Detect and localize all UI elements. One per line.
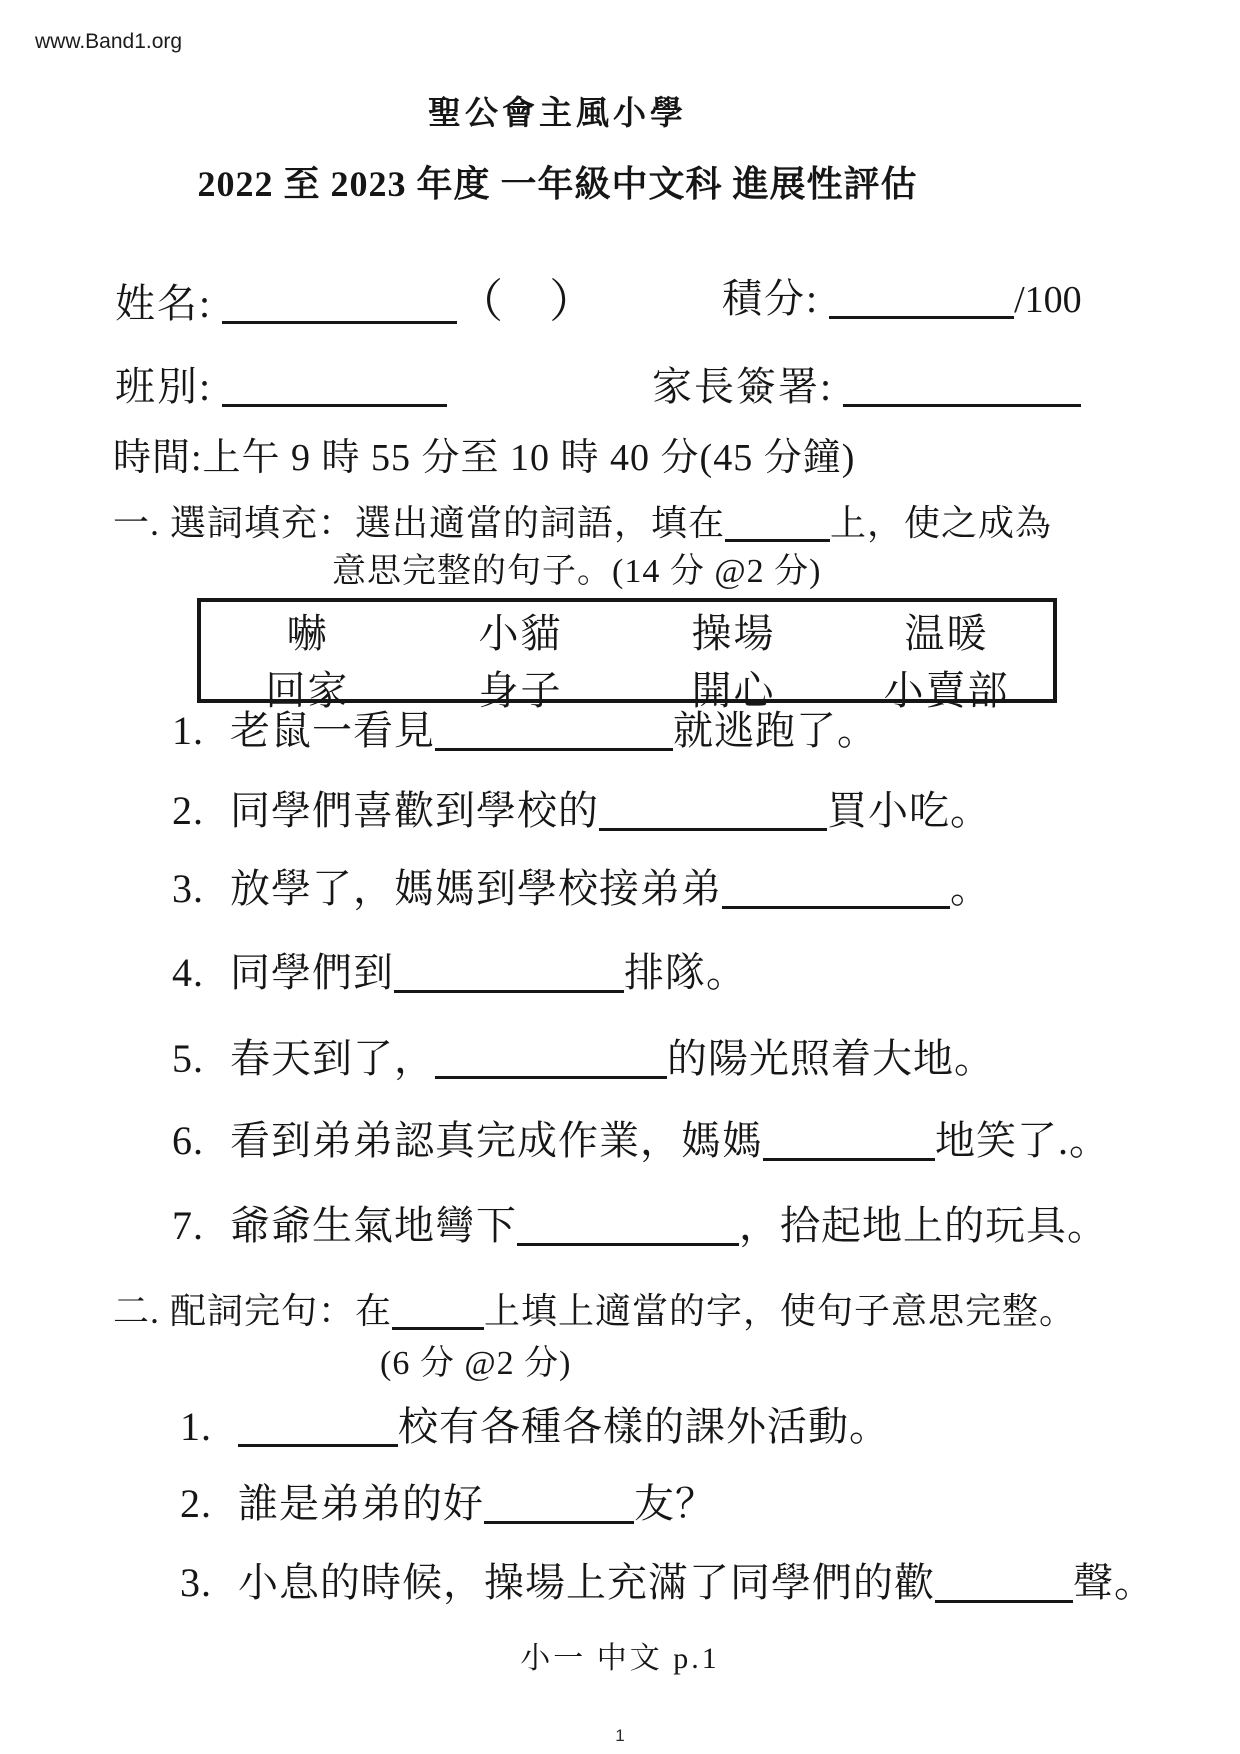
name-label: 姓名: (115, 281, 213, 326)
question-text-post: 買小吃。 (827, 788, 991, 833)
word-bank-item: 小貓 (478, 611, 563, 656)
question-number: 3. (180, 1560, 212, 1605)
word-bank-item: 回家 (265, 668, 350, 713)
question-text-pre: 小息的時候，操場上充滿了同學們的歡 (238, 1560, 935, 1605)
question-text-post: 地笑了.。 (935, 1118, 1110, 1163)
question-row-s1-q4 (172, 950, 747, 996)
question-number: 7. (172, 1203, 204, 1248)
word-bank-box (197, 598, 1057, 713)
question-text-pre: 同學們喜歡到學校的 (230, 788, 599, 833)
section-two-instruction-line2: (6 分 @2 分) (380, 1345, 572, 1382)
class-fill-blank (222, 404, 447, 407)
word-bank-item: 小賣部 (883, 668, 1010, 713)
section-two-number: 二. (113, 1291, 161, 1331)
section-two-instruction-pre: 配詞完句：在 (170, 1291, 393, 1331)
question-text-pre: 老鼠一看見 (230, 708, 435, 753)
question-number: 4. (172, 950, 204, 995)
question-text-post: 友？ (634, 1481, 716, 1526)
section-one-number: 一. (113, 503, 161, 543)
section-two-heading-blank (392, 1327, 484, 1330)
exam-time-line: 時間:上午 9 時 55 分至 10 時 40 分(45 分鐘) (113, 437, 856, 479)
section-one-heading (113, 503, 1052, 544)
section-two-heading (113, 1291, 1076, 1332)
name-field-row (115, 276, 595, 329)
question-text-pre: 放學了，媽媽到學校接弟弟 (230, 866, 722, 911)
fill-blank (722, 906, 950, 909)
question-text-pre: 看到弟弟認真完成作業，媽媽 (230, 1118, 763, 1163)
question-number: 3. (172, 866, 204, 911)
question-text-post: 。 (950, 866, 991, 911)
question-text-post: 排隊。 (624, 950, 747, 995)
question-number: 2. (180, 1481, 212, 1526)
question-text-pre: 春天到了， (230, 1036, 435, 1081)
word-bank-item: 温暖 (904, 611, 989, 656)
question-number: 2. (172, 788, 204, 833)
question-row-s1-q3 (172, 866, 991, 912)
question-text-post: 就逃跑了。 (673, 708, 878, 753)
question-text-pre: 同學們到 (230, 950, 394, 995)
question-text-post: ，拾起地上的玩具。 (739, 1203, 1108, 1248)
section-one-instruction-pre: 選詞填充：選出適當的詞語，填在 (170, 503, 726, 543)
fill-blank (238, 1444, 398, 1447)
watermark-url: www.Band1.org (35, 30, 183, 53)
class-label: 班別: (115, 364, 213, 409)
page-number: 1 (615, 1726, 625, 1745)
exam-title: 2022 至 2023 年度 一年級中文科 進展性評估 (197, 164, 918, 204)
fill-blank (599, 828, 827, 831)
question-row-s1-q6 (172, 1118, 1110, 1164)
question-row-s1-q2 (172, 788, 991, 834)
fill-blank (435, 748, 673, 751)
question-row-s2-q2 (180, 1481, 716, 1527)
class-field-row (115, 364, 447, 410)
question-text-post: 的陽光照着大地。 (667, 1036, 995, 1081)
footer-page-label: 小一 中文 p.1 (520, 1642, 720, 1675)
fill-blank (435, 1076, 667, 1079)
section-one-instruction-post: 上，使之成為 (830, 503, 1053, 543)
question-number: 6. (172, 1118, 204, 1163)
score-denominator: /100 (1014, 279, 1082, 321)
fill-blank (394, 990, 624, 993)
question-row-s2-q1 (180, 1404, 890, 1450)
question-row-s1-q1 (172, 708, 878, 754)
word-bank-item: 操場 (691, 611, 776, 656)
question-text-post: 聲。 (1073, 1560, 1155, 1605)
question-number: 1. (172, 708, 204, 753)
question-row-s1-q5 (172, 1036, 995, 1082)
fill-blank (484, 1521, 634, 1524)
parent-signature-fill-blank (843, 404, 1081, 407)
section-two-instruction-post: 上填上適當的字，使句子意思完整。 (484, 1291, 1077, 1331)
name-paren: （ ） (457, 276, 596, 327)
question-text-post: 校有各種各樣的課外活動。 (398, 1404, 890, 1449)
parent-signature-row (652, 364, 1081, 410)
question-text-pre: 爺爺生氣地彎下 (230, 1203, 517, 1248)
question-number: 5. (172, 1036, 204, 1081)
parent-signature-label: 家長簽署: (652, 364, 834, 409)
word-bank-item: 開心 (691, 668, 776, 713)
question-row-s2-q3 (180, 1560, 1155, 1606)
name-fill-blank (222, 321, 457, 324)
score-label: 積分: (722, 276, 820, 321)
fill-blank (763, 1158, 935, 1161)
question-number: 1. (180, 1404, 212, 1449)
question-row-s1-q7 (172, 1203, 1108, 1249)
section-one-heading-blank (725, 539, 830, 542)
school-name: 聖公會主風小學 (428, 96, 687, 132)
section-one-instruction-line2: 意思完整的句子。(14 分 @2 分) (332, 553, 822, 590)
score-field-row (722, 276, 1082, 323)
fill-blank (517, 1243, 739, 1246)
score-fill-blank (829, 316, 1014, 319)
word-bank-item: 嚇 (286, 611, 329, 656)
fill-blank (935, 1600, 1073, 1603)
question-text-pre: 誰是弟弟的好 (238, 1481, 484, 1526)
word-bank-item: 身子 (478, 668, 563, 713)
